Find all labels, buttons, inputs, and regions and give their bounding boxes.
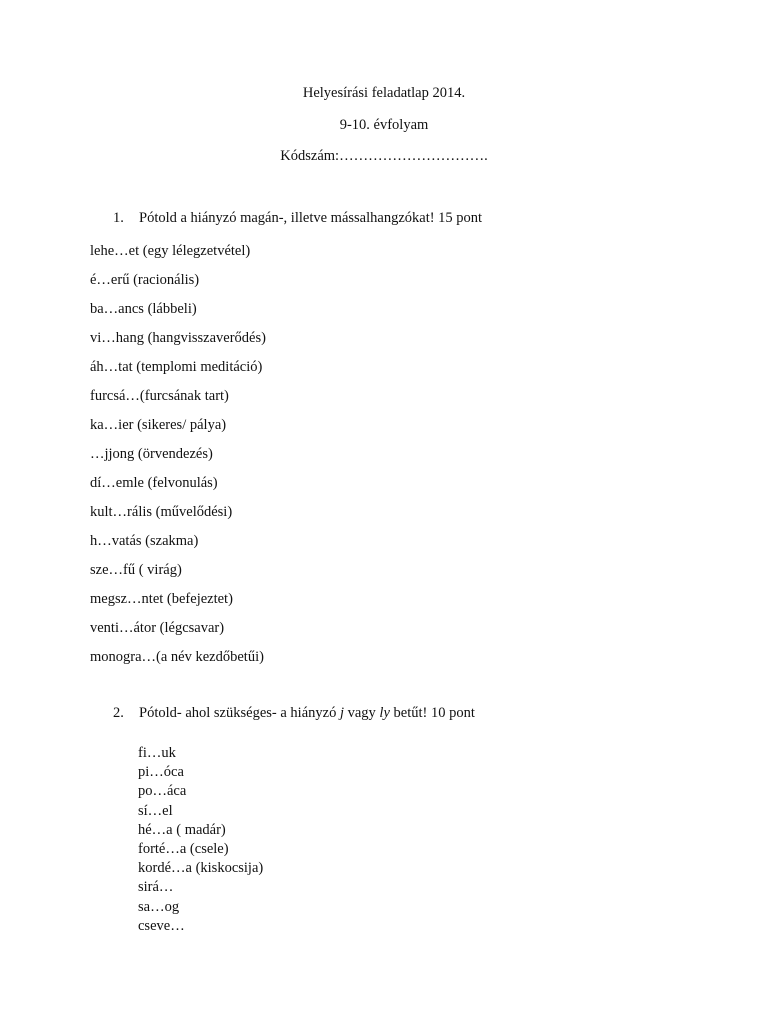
task1-item: h…vatás (szakma) [90, 533, 199, 549]
task2-item: cseve… [138, 917, 185, 934]
task2-item: sí…el [138, 802, 173, 819]
task1-item: monogra…(a név kezdőbetűi) [90, 649, 264, 665]
task1-instruction: Pótold a hiányzó magán-, illetve mássalhangzókat! 15 pont [139, 210, 483, 226]
task2-item: kordé…a (kiskocsija) [138, 860, 264, 877]
task1-item: lehe…et (egy lélegzetvétel) [90, 243, 251, 259]
task1-item: ka…ier (sikeres/ pálya) [90, 417, 227, 433]
task2-instruction-before: Pótold- ahol szükséges- a hiányzó [139, 705, 340, 721]
task1-item: furcsá…(furcsának tart) [90, 388, 229, 404]
task2-item: pi…óca [138, 764, 184, 781]
task2-instruction-middle: vagy [343, 705, 380, 721]
task2-number: 2. [113, 705, 124, 721]
task1-number: 1. [113, 210, 124, 226]
task1-word-list [90, 241, 266, 676]
task2-item: po…áca [138, 783, 187, 800]
task1-item: é…erű (racionális) [90, 272, 200, 288]
grade-level: 9-10. évfolyam [339, 117, 429, 133]
task1-item: vi…hang (hangvisszaverődés) [90, 330, 266, 346]
code-number-line: Kódszám:…………………………. [280, 148, 488, 164]
task1-item: sze…fű ( virág) [90, 562, 182, 578]
worksheet-title: Helyesírási feladatlap 2014. [302, 85, 466, 101]
task2-heading [113, 705, 475, 722]
task2-item: sirá… [138, 879, 174, 896]
task1-heading [113, 210, 482, 227]
task1-item: venti…átor (légcsavar) [90, 620, 225, 636]
task2-word-list [138, 744, 263, 936]
task1-item: dí…emle (felvonulás) [90, 475, 218, 491]
task1-item: megsz…ntet (befejeztet) [90, 591, 233, 607]
task2-item: forté…a (csele) [138, 840, 229, 857]
task2-letter-j: j [339, 705, 344, 721]
task1-item: áh…tat (templomi meditáció) [90, 359, 263, 375]
task2-item: fi…uk [138, 745, 176, 761]
task2-letter-ly: ly [379, 705, 390, 721]
task2-item: hé…a ( madár) [138, 821, 226, 838]
task2-instruction-after: betűt! 10 pont [389, 705, 475, 721]
task1-item: ba…ancs (lábbeli) [90, 301, 197, 317]
task1-item: …jjong (örvendezés) [90, 446, 213, 462]
task1-item: kult…rális (művelődési) [90, 504, 233, 520]
task2-item: sa…og [138, 898, 180, 915]
